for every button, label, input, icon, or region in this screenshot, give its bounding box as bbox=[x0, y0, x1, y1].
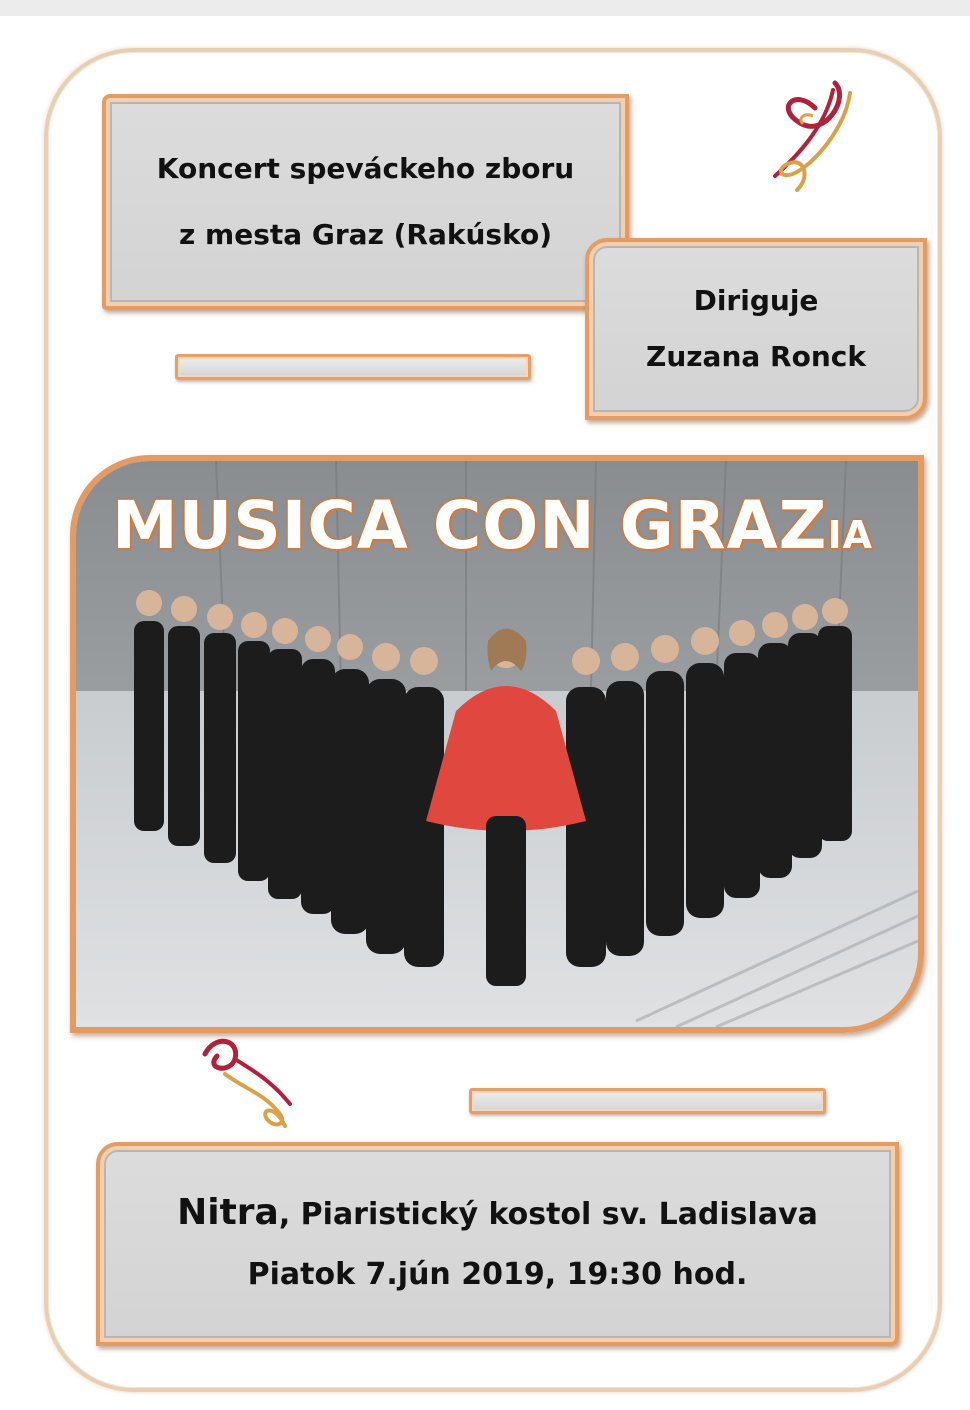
music-clef-icon bbox=[755, 78, 865, 198]
venue-datetime: Piatok 7.jún 2019, 19:30 hod. bbox=[247, 1257, 748, 1292]
conductor-box bbox=[585, 238, 927, 420]
header-line-1: Koncert speváckeho zboru bbox=[156, 152, 575, 185]
header-line-2: z mesta Graz (Rakúsko) bbox=[178, 218, 552, 251]
choir-title-main: MUSICA CON GRAZ bbox=[112, 487, 828, 564]
venue-city: Nitra bbox=[177, 1192, 279, 1233]
music-clef-icon bbox=[195, 1034, 300, 1134]
conductor-name: Zuzana Ronck bbox=[646, 340, 866, 373]
venue-box bbox=[96, 1142, 899, 1346]
conductor-label: Diriguje bbox=[693, 284, 819, 317]
concert-header-box bbox=[102, 94, 629, 310]
decorative-bar bbox=[469, 1088, 826, 1114]
venue-line bbox=[177, 1183, 818, 1245]
choir-photo bbox=[70, 455, 924, 1033]
venue-name: , Piaristický kostol sv. Ladislava bbox=[278, 1197, 818, 1232]
decorative-bar bbox=[175, 354, 531, 380]
top-bar bbox=[0, 0, 970, 16]
choir-title-suffix: IA bbox=[827, 513, 874, 557]
choir-title bbox=[112, 487, 924, 564]
